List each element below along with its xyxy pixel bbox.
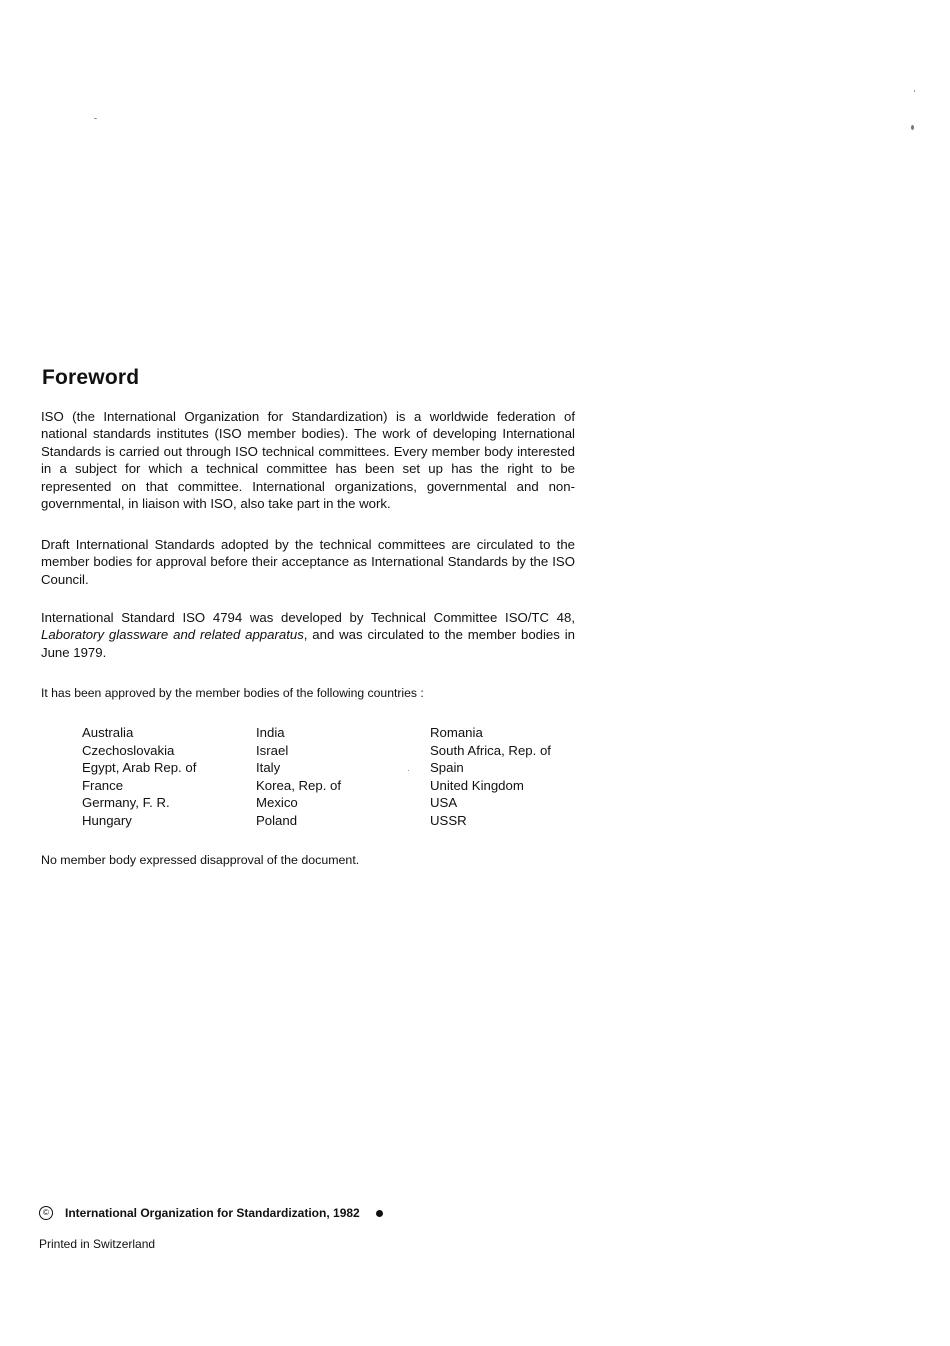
country-item: Mexico (256, 795, 298, 811)
circulation-text: , and was circulated to the member bodies in June 1979. (41, 627, 575, 660)
country-item: USSR (430, 812, 467, 828)
country-column-2 (256, 724, 430, 830)
country-item: India (256, 725, 285, 740)
copyright-organization: International Organization for Standardization, 1982 (65, 1206, 360, 1220)
country-item: Israel (256, 742, 289, 758)
scan-speck (408, 770, 409, 771)
paragraph-no-disapproval: No member body expressed disapproval of the document. (41, 853, 360, 867)
country-item: Romania (430, 725, 483, 740)
scan-speck (914, 90, 915, 92)
paragraph-iso-intro: ISO (the International Organization for Standardization) is a worldwide federation of national standards institutes (ISO member bodies). The work of developing International Standards is carried out through ISO technical committees. Every member body interested in a subject for which a technical committee has been set up has the right to be represented on that committee. International organizations, governmental and non-governmental, in liaison with ISO, also take part in the work. (41, 409, 575, 512)
country-item: Germany, F. R. (82, 795, 170, 811)
country-column-1 (82, 724, 256, 830)
printed-location: Printed in Switzerland (39, 1237, 156, 1251)
paragraph-approval: It has been approved by the member bodies of the following countries : (41, 686, 424, 700)
country-item: Spain (430, 760, 464, 776)
scan-speck (94, 118, 97, 119)
committee-title: Laboratory glassware and related apparatus (41, 627, 304, 643)
country-item: Hungary (82, 812, 132, 828)
country-item: USA (430, 795, 458, 811)
copyright-line (39, 1206, 383, 1220)
country-item: France (82, 777, 124, 793)
country-item: South Africa, Rep. of (430, 742, 551, 758)
country-item: Italy (256, 760, 281, 776)
country-item: Australia (82, 725, 134, 740)
country-item: Korea, Rep. of (256, 777, 342, 793)
standard-development-text: International Standard ISO 4794 was developed by Technical Committee ISO/TC 48, (41, 610, 575, 625)
page-title: Foreword (42, 366, 140, 389)
country-item: Egypt, Arab Rep. of (82, 760, 197, 776)
country-list (82, 724, 604, 830)
paragraph-standard-development (41, 609, 575, 661)
copyright-icon: © (39, 1206, 53, 1220)
country-item: Czechoslovakia (82, 742, 175, 758)
paragraph-draft-standards: Draft International Standards adopted by the technical committees are circulated to the member bodies for approval before their acceptance as International Standards by the ISO Council. (41, 537, 575, 587)
country-item: United Kingdom (430, 777, 524, 793)
bullet-icon (376, 1210, 383, 1217)
country-item: Poland (256, 812, 298, 828)
country-column-3 (430, 724, 604, 830)
scan-speck (911, 125, 914, 130)
